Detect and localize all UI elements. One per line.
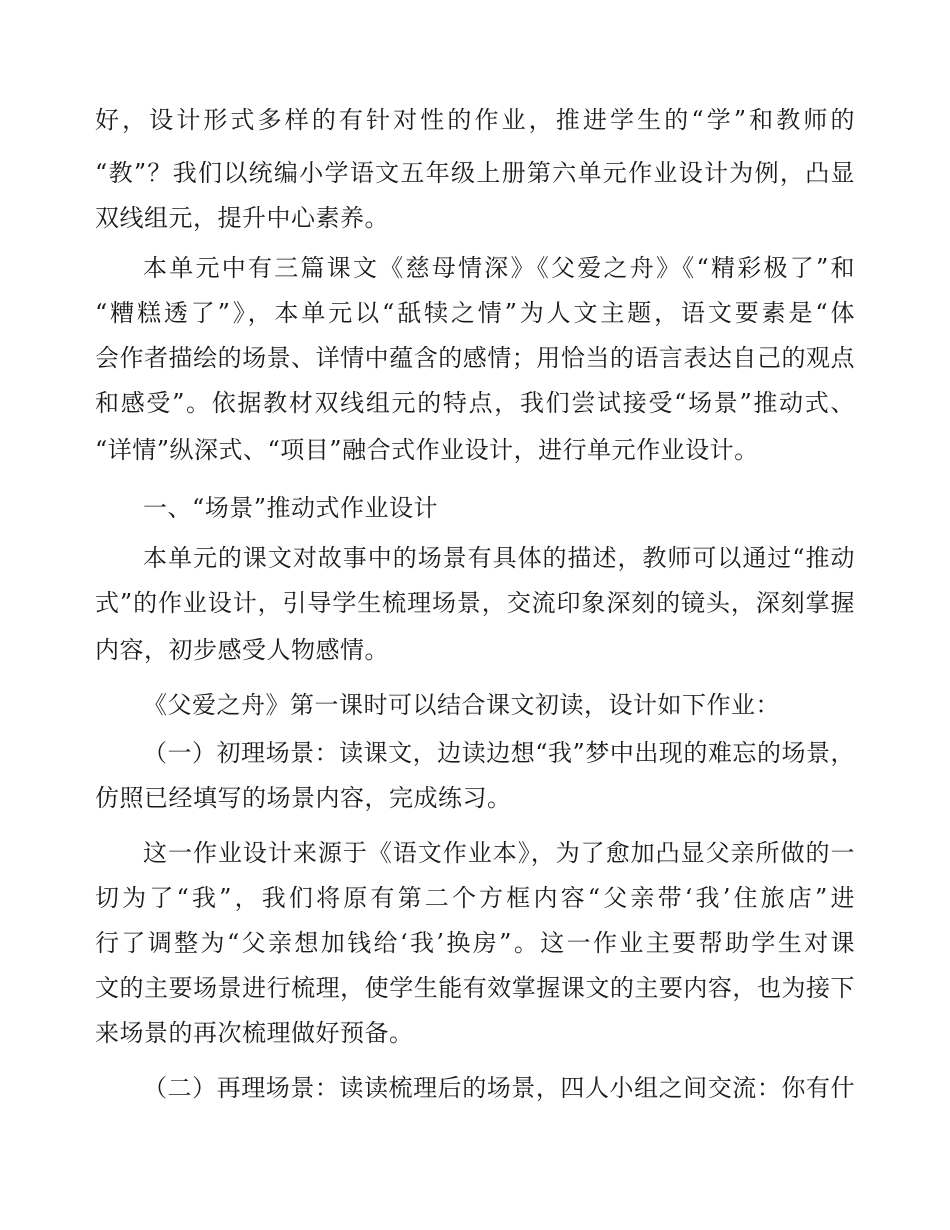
paragraph-line: 好，设计形式多样的有针对性的作业，推进学生的“学”和教师的: [95, 106, 855, 134]
paragraph-line: 会作者描绘的场景、详情中蕴含的感情；用恰当的语言表达自己的观点: [95, 344, 855, 372]
paragraph-line: 本单元的课文对故事中的场景有具体的描述，教师可以通过“推动: [143, 544, 855, 572]
paragraph-line: 双线组元，提升中心素养。: [95, 204, 389, 232]
paragraph-line: 和感受”。依据教材双线组元的特点，我们尝试接受“场景”推动式、: [95, 389, 855, 417]
paragraph-line: “详情”纵深式、“项目”融合式作业设计，进行单元作业设计。: [95, 436, 759, 464]
paragraph-line: “糟糕透了”》，本单元以“舐犊之情”为人文主题，语文要素是“体: [95, 299, 855, 327]
paragraph-line: 本单元中有三篇课文《慈母情深》《父爱之舟》《“精彩极了”和: [143, 254, 855, 282]
paragraph-line: （二）再理场景：读读梳理后的场景，四人小组之间交流：你有什: [143, 1074, 855, 1102]
paragraph-line: 内容，初步感受人物感情。: [95, 636, 389, 664]
section-heading: 一、“场景”推动式作业设计: [143, 494, 439, 522]
paragraph-line: 仿照已经填写的场景内容，完成练习。: [95, 784, 512, 812]
paragraph-line: 式”的作业设计，引导学生梳理场景，交流印象深刻的镜头，深刻掌握: [95, 589, 855, 617]
paragraph-line: （一）初理场景：读课文，边读边想“我”梦中出现的难忘的场景，: [143, 739, 855, 767]
paragraph-line: 文的主要场景进行梳理，使学生能有效掌握课文的主要内容，也为接下: [95, 974, 855, 1002]
paragraph-line: “教”？我们以统编小学语文五年级上册第六单元作业设计为例，凸显: [95, 159, 855, 187]
paragraph-line: 这一作业设计来源于《语文作业本》，为了愈加凸显父亲所做的一: [143, 839, 855, 867]
paragraph-line: 来场景的再次梳理做好预备。: [95, 1019, 414, 1047]
paragraph-line: 切为了“我”，我们将原有第二个方框内容“父亲带‘我’住旅店”进: [95, 884, 855, 912]
paragraph-line: 《父爱之舟》第一课时可以结合课文初读，设计如下作业：: [143, 691, 780, 719]
paragraph-line: 行了调整为“父亲想加钱给‘我’换房”。这一作业主要帮助学生对课: [95, 929, 855, 957]
